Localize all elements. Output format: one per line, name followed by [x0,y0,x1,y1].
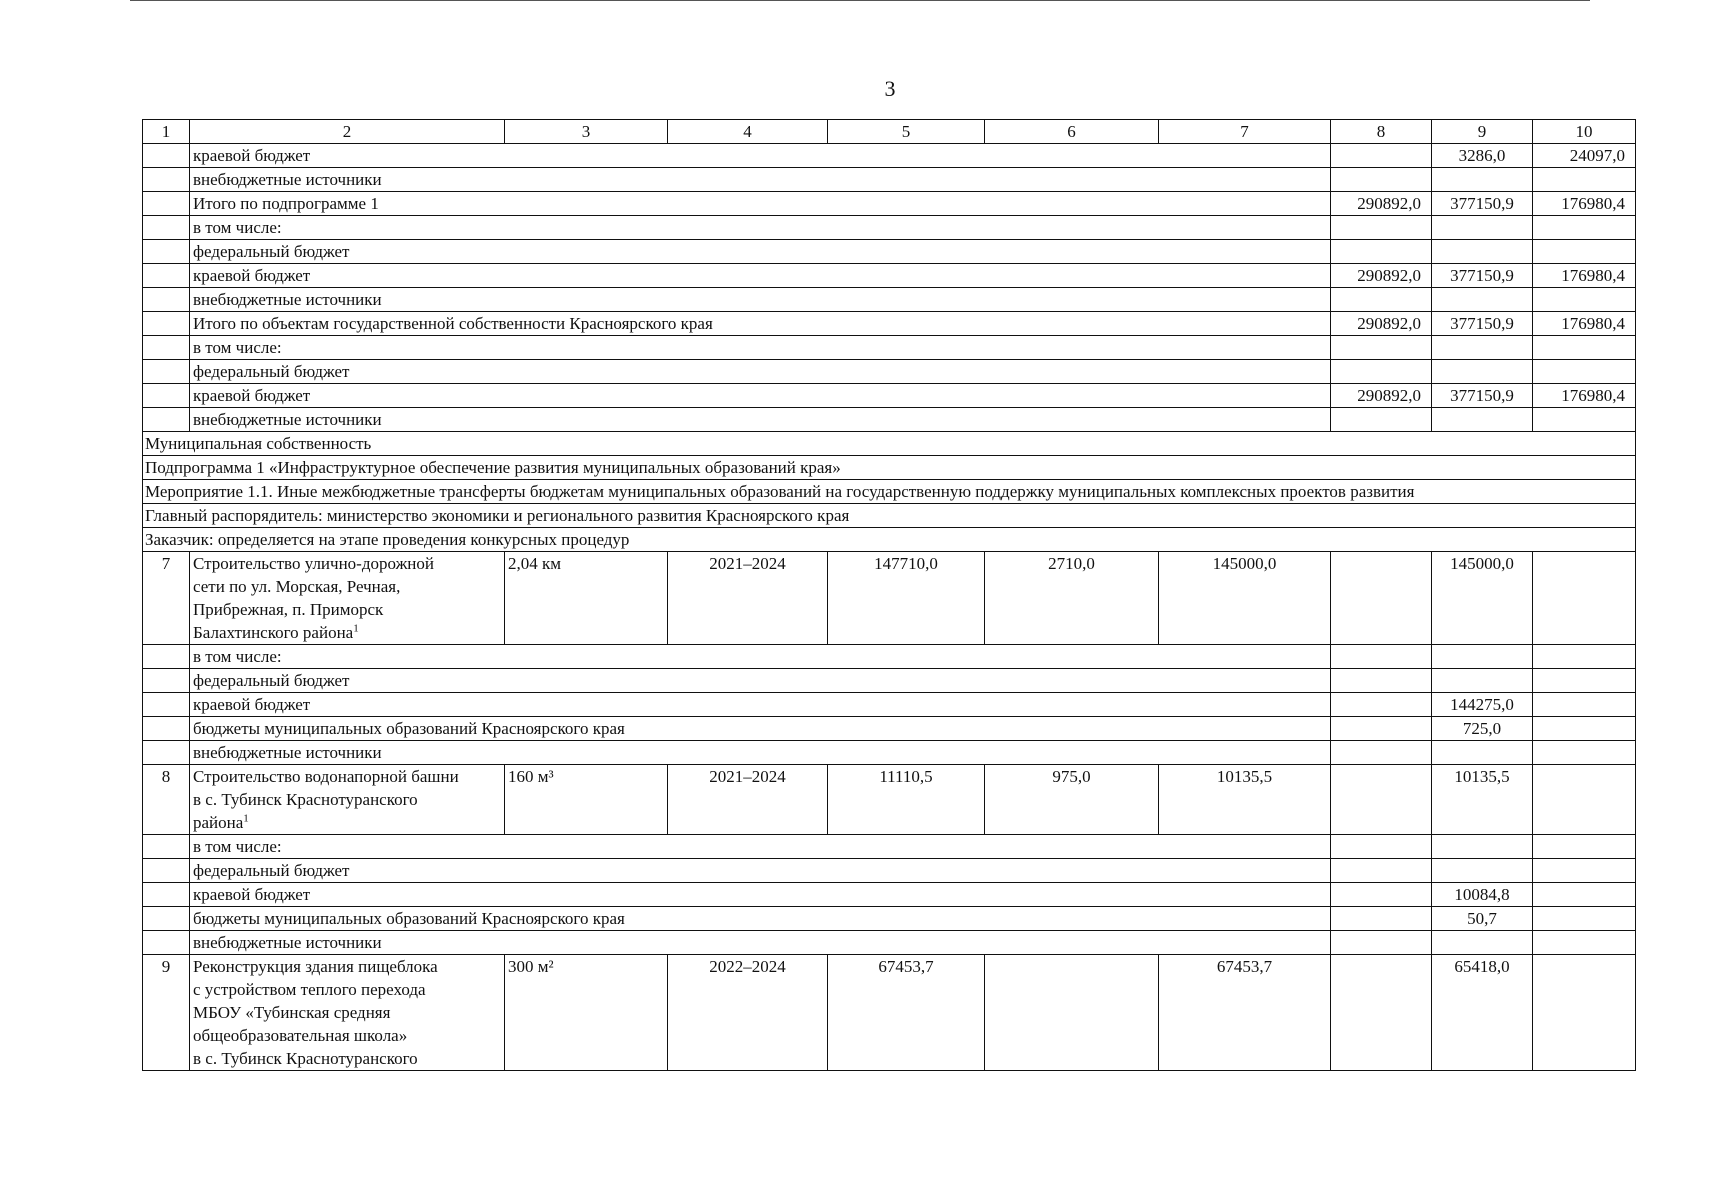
value-cell-5: 11110,5 [828,765,985,835]
number-cell [143,859,190,883]
number-cell [143,240,190,264]
funding-row [143,717,1636,741]
number-cell [143,669,190,693]
summary-row [143,288,1636,312]
value-cell-8 [1331,931,1432,955]
value-cell-8 [1331,408,1432,432]
project-name-text: с устройством теплого перехода [193,980,426,999]
funding-row [143,859,1636,883]
value-cell-10 [1533,859,1636,883]
value-cell-10: 176980,4 [1533,384,1636,408]
funding-row [143,645,1636,669]
number-cell [143,336,190,360]
header-cell: 2 [190,120,505,144]
value-cell-9: 377150,9 [1432,384,1533,408]
section-heading: Главный распорядитель: министерство экономики и регионального развития Красноярского края [143,504,1636,528]
value-cell-10: 176980,4 [1533,264,1636,288]
project-name-line [193,788,501,811]
value-cell-10 [1533,717,1636,741]
header-cell: 3 [505,120,668,144]
value-cell-9: 10135,5 [1432,765,1533,835]
value-cell-8 [1331,240,1432,264]
value-cell-7: 10135,5 [1159,765,1331,835]
value-cell-10 [1533,645,1636,669]
value-cell-9: 50,7 [1432,907,1533,931]
row-label: в том числе: [190,216,1331,240]
funding-row [143,693,1636,717]
value-cell-8 [1331,717,1432,741]
value-cell-9 [1432,931,1533,955]
value-cell-10 [1533,741,1636,765]
project-name-text: Прибрежная, п. Приморск [193,600,384,619]
value-cell-9 [1432,741,1533,765]
project-name-line [193,811,501,834]
project-name-line [193,1024,501,1047]
number-cell [143,693,190,717]
project-name-text: Реконструкция здания пищеблока [193,957,438,976]
top-rule [130,0,1590,1]
value-cell-9: 377150,9 [1432,312,1533,336]
value-cell-8 [1331,288,1432,312]
funding-row [143,669,1636,693]
row-label: краевой бюджет [190,883,1331,907]
value-cell-8 [1331,360,1432,384]
summary-row [143,336,1636,360]
budget-table [142,119,1636,1071]
value-cell-5: 147710,0 [828,552,985,645]
number-cell [143,216,190,240]
value-cell-10 [1533,907,1636,931]
header-cell: 8 [1331,120,1432,144]
section-row [143,480,1636,504]
value-cell-9: 3286,0 [1432,144,1533,168]
project-name-line [193,955,501,978]
row-label: в том числе: [190,336,1331,360]
value-cell-10 [1533,336,1636,360]
funding-row [143,835,1636,859]
value-cell-10: 176980,4 [1533,192,1636,216]
value-cell-8 [1331,765,1432,835]
project-capacity: 300 м² [505,955,668,1071]
value-cell-10 [1533,955,1636,1071]
header-cell: 5 [828,120,985,144]
funding-row [143,741,1636,765]
number-cell [143,168,190,192]
value-cell-10 [1533,835,1636,859]
value-cell-6: 2710,0 [985,552,1159,645]
section-row [143,456,1636,480]
row-label: бюджеты муниципальных образований Красноярского края [190,907,1331,931]
project-name-text: сети по ул. Морская, Речная, [193,577,401,596]
section-row [143,432,1636,456]
value-cell-9: 377150,9 [1432,264,1533,288]
value-cell-5: 67453,7 [828,955,985,1071]
header-cell: 9 [1432,120,1533,144]
value-cell-7: 145000,0 [1159,552,1331,645]
value-cell-8 [1331,669,1432,693]
value-cell-8 [1331,144,1432,168]
row-label: в том числе: [190,645,1331,669]
number-cell [143,384,190,408]
project-name-text: в с. Тубинск Краснотуранского [193,1049,418,1068]
value-cell-10 [1533,552,1636,645]
row-label: краевой бюджет [190,384,1331,408]
value-cell-10: 176980,4 [1533,312,1636,336]
number-cell [143,360,190,384]
row-label: внебюджетные источники [190,931,1331,955]
value-cell-9 [1432,669,1533,693]
number-cell [143,931,190,955]
value-cell-8 [1331,955,1432,1071]
footnote-mark: 1 [353,622,359,635]
project-number: 9 [143,955,190,1071]
value-cell-8 [1331,693,1432,717]
project-name-text: Балахтинского района [193,623,354,642]
summary-row [143,264,1636,288]
value-cell-9 [1432,859,1533,883]
value-cell-8 [1331,859,1432,883]
row-label: внебюджетные источники [190,408,1331,432]
project-name-line [193,1001,501,1024]
summary-row [143,384,1636,408]
project-name-text: в с. Тубинск Краснотуранского [193,790,418,809]
number-cell [143,741,190,765]
value-cell-8: 290892,0 [1331,192,1432,216]
value-cell-10 [1533,669,1636,693]
number-cell [143,907,190,931]
header-cell: 4 [668,120,828,144]
number-cell [143,288,190,312]
project-name-line [193,598,501,621]
number-cell [143,144,190,168]
row-label: в том числе: [190,835,1331,859]
footnote-mark: 1 [243,812,249,825]
summary-row [143,216,1636,240]
project-name-line [193,1047,501,1070]
value-cell-9 [1432,168,1533,192]
value-cell-9: 377150,9 [1432,192,1533,216]
value-cell-6: 975,0 [985,765,1159,835]
row-label: федеральный бюджет [190,669,1331,693]
summary-row [143,192,1636,216]
project-number: 7 [143,552,190,645]
summary-row [143,144,1636,168]
number-cell [143,645,190,669]
summary-row [143,408,1636,432]
row-label: краевой бюджет [190,693,1331,717]
project-period: 2021–2024 [668,765,828,835]
value-cell-10 [1533,931,1636,955]
value-cell-9: 10084,8 [1432,883,1533,907]
value-cell-7: 67453,7 [1159,955,1331,1071]
project-capacity: 160 м³ [505,765,668,835]
project-name [190,955,505,1071]
row-label: федеральный бюджет [190,240,1331,264]
row-label: бюджеты муниципальных образований Красноярского края [190,717,1331,741]
section-row [143,528,1636,552]
table-body [143,120,1636,1071]
value-cell-8: 290892,0 [1331,312,1432,336]
project-row [143,552,1636,645]
project-name-text: общеобразовательная школа» [193,1026,408,1045]
section-row [143,504,1636,528]
header-cell: 7 [1159,120,1331,144]
project-name-text: МБОУ «Тубинская средняя [193,1003,391,1022]
section-heading: Заказчик: определяется на этапе проведения конкурсных процедур [143,528,1636,552]
value-cell-9 [1432,240,1533,264]
value-cell-8 [1331,336,1432,360]
header-cell: 6 [985,120,1159,144]
funding-row [143,883,1636,907]
value-cell-8 [1331,216,1432,240]
section-heading: Подпрограмма 1 «Инфраструктурное обеспечение развития муниципальных образований края» [143,456,1636,480]
value-cell-8 [1331,883,1432,907]
project-row [143,765,1636,835]
funding-row [143,931,1636,955]
value-cell-10 [1533,693,1636,717]
project-name-line [193,575,501,598]
value-cell-10 [1533,288,1636,312]
row-label: федеральный бюджет [190,859,1331,883]
value-cell-9: 725,0 [1432,717,1533,741]
value-cell-10 [1533,240,1636,264]
value-cell-10 [1533,216,1636,240]
value-cell-10 [1533,408,1636,432]
summary-row [143,360,1636,384]
summary-row [143,240,1636,264]
row-label: Итого по подпрограмме 1 [190,192,1331,216]
value-cell-8 [1331,835,1432,859]
value-cell-10 [1533,883,1636,907]
value-cell-8 [1331,907,1432,931]
value-cell-9: 65418,0 [1432,955,1533,1071]
header-cell: 10 [1533,120,1636,144]
project-name [190,552,505,645]
value-cell-8 [1331,168,1432,192]
project-period: 2022–2024 [668,955,828,1071]
number-cell [143,192,190,216]
number-cell [143,408,190,432]
value-cell-8: 290892,0 [1331,264,1432,288]
header-cell: 1 [143,120,190,144]
project-name [190,765,505,835]
project-name-text: Строительство водонапорной башни [193,767,459,786]
project-number: 8 [143,765,190,835]
value-cell-8 [1331,741,1432,765]
section-heading: Муниципальная собственность [143,432,1636,456]
row-label: Итого по объектам государственной собственности Красноярского края [190,312,1331,336]
value-cell-9 [1432,360,1533,384]
row-label: краевой бюджет [190,264,1331,288]
project-name-line [193,765,501,788]
value-cell-9 [1432,216,1533,240]
row-label: федеральный бюджет [190,360,1331,384]
value-cell-9 [1432,835,1533,859]
value-cell-9 [1432,288,1533,312]
value-cell-9: 145000,0 [1432,552,1533,645]
project-capacity: 2,04 км [505,552,668,645]
row-label: внебюджетные источники [190,741,1331,765]
value-cell-8 [1331,645,1432,669]
value-cell-9 [1432,336,1533,360]
value-cell-10 [1533,765,1636,835]
value-cell-9 [1432,645,1533,669]
project-name-line [193,621,501,644]
summary-row [143,168,1636,192]
header-row [143,120,1636,144]
project-name-line [193,552,501,575]
number-cell [143,883,190,907]
value-cell-10 [1533,168,1636,192]
project-name-text: Строительство улично-дорожной [193,554,435,573]
project-row [143,955,1636,1071]
project-period: 2021–2024 [668,552,828,645]
value-cell-6 [985,955,1159,1071]
funding-row [143,907,1636,931]
row-label: внебюджетные источники [190,168,1331,192]
row-label: краевой бюджет [190,144,1331,168]
value-cell-9: 144275,0 [1432,693,1533,717]
value-cell-10: 24097,0 [1533,144,1636,168]
project-name-line [193,978,501,1001]
value-cell-9 [1432,408,1533,432]
summary-row [143,312,1636,336]
section-heading: Мероприятие 1.1. Иные межбюджетные трансферты бюджетам муниципальных образований на государственную поддержку муниципальных комплексных проектов развития [143,480,1636,504]
number-cell [143,312,190,336]
value-cell-10 [1533,360,1636,384]
value-cell-8 [1331,552,1432,645]
number-cell [143,835,190,859]
page-number: 3 [884,76,896,101]
number-cell [143,264,190,288]
row-label: внебюджетные источники [190,288,1331,312]
value-cell-8: 290892,0 [1331,384,1432,408]
project-name-text: района [193,813,244,832]
number-cell [143,717,190,741]
